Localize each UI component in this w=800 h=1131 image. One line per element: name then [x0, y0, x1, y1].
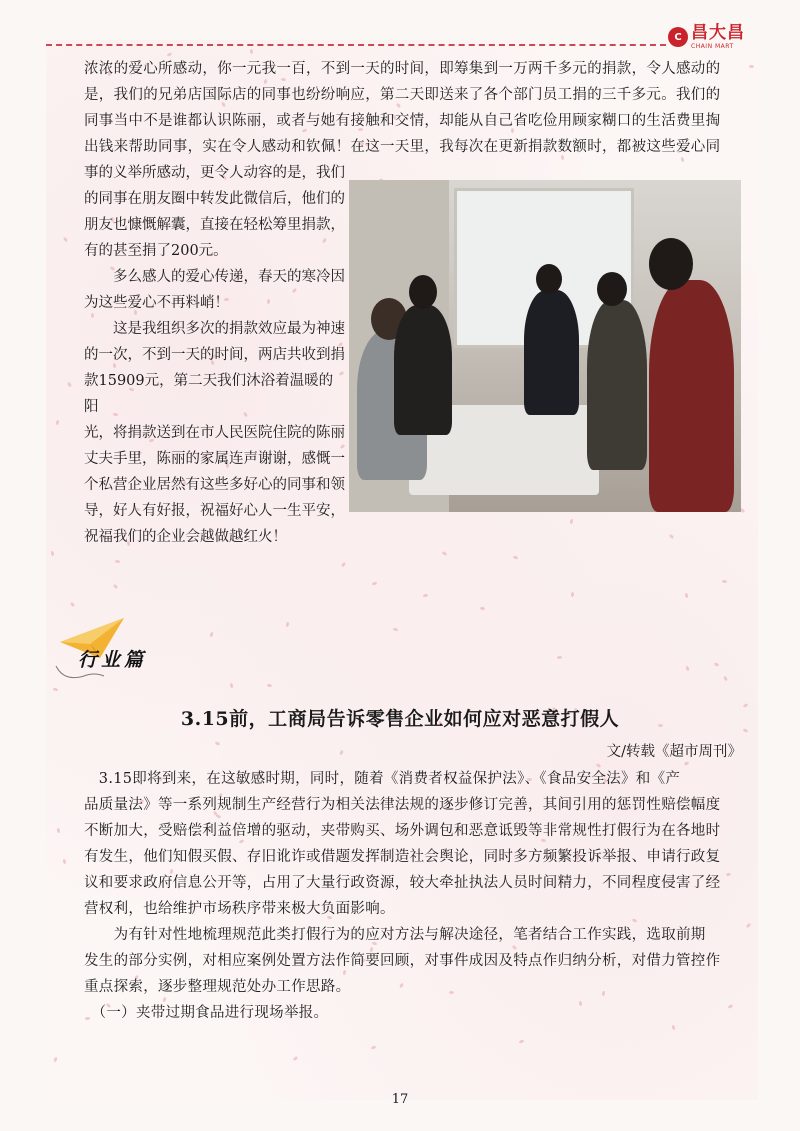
section-label: 行业篇 — [78, 649, 148, 671]
text-line: 浓浓的爱心所感动，你一元我一百，不到一天的时间，即筹集到一万两千多元的捐款，令人感动的 — [84, 61, 721, 77]
photo-visitor — [524, 290, 579, 415]
text-line: 导，好人有好报，祝福好心人一生平安， — [84, 503, 345, 519]
photo-visitor-head — [649, 238, 693, 290]
text-line: 为这些爱心不再料峭！ — [84, 295, 229, 311]
text-line: 是，我们的兄弟店国际店的同事也纷纷响应，第二天即送来了各个部门员工捐的三千多元。我们的 — [84, 87, 721, 103]
article-byline: 文/转载《超市周刊》 — [606, 744, 742, 760]
text-line: 出钱来帮助同事，实在令人感动和钦佩！在这一天里，我每次在更新捐款数额时，都被这些爱心同 — [84, 139, 721, 155]
text-line: 光，将捐款送到在市人民医院住院的陈丽 — [84, 425, 345, 441]
logo-mark-icon: C — [668, 27, 688, 47]
text-line: 多么感人的爱心传递，春天的寒冷因 — [84, 269, 345, 285]
page-number: 17 — [391, 1092, 409, 1107]
text-line: 同事当中不是谁都认识陈丽，或者与她有接触和交情，却能从自己省吃俭用顾家糊口的生活费里掏 — [84, 113, 721, 129]
text-line: 这是我组织多次的捐款效应最为神速 — [84, 321, 345, 337]
text-line: 有的甚至捐了200元。 — [84, 243, 228, 259]
article-title: 3.15前，工商局告诉零售企业如何应对恶意打假人 — [180, 708, 620, 730]
hospital-visit-photo — [349, 180, 741, 512]
photo-visitor-head — [536, 264, 562, 294]
text-line: 营权利，也给维护市场秩序带来极大负面影响。 — [84, 901, 395, 917]
brand-name-cn: 昌大昌 — [691, 22, 745, 43]
brand-logo — [668, 20, 756, 54]
decorative-dot — [249, 49, 253, 54]
text-line: 款15909元，第二天我们沐浴着温暖的阳 — [84, 373, 334, 415]
photo-visitor — [587, 300, 647, 470]
decorative-dot — [57, 828, 61, 833]
text-line: 的一次，不到一天的时间，两店共收到捐 — [84, 347, 345, 363]
text-line: 发生的部分实例，对相应案例处置方法作简要回顾，对事件成因及特点作归纳分析，对借力管控作 — [84, 953, 721, 969]
text-line: 为有针对性地梳理规范此类打假行为的应对方法与解决途径，笔者结合工作实践，选取前期 — [84, 927, 706, 943]
photo-visitor-head — [597, 272, 627, 306]
text-line: 事的义举所感动，更令人动容的是，我们 — [84, 165, 345, 181]
photo-visitor — [394, 305, 452, 435]
decorative-dot — [749, 64, 754, 67]
text-line: 3.15即将到来，在这敏感时期，同时，随着《消费者权益保护法》、《食品安全法》和《产 — [84, 771, 681, 787]
text-line: 议和要求政府信息公开等，占用了大量行政资源，较大牵扯执法人员时间精力，不同程度侵害了经 — [84, 875, 721, 891]
text-line: 朋友也慷慨解囊，直接在轻松筹里捐款， — [84, 217, 345, 233]
text-line: 丈夫手里，陈丽的家属连声谢谢，感慨一 — [84, 451, 345, 467]
text-line: 不断加大，受赔偿利益倍增的驱动，夹带购买、场外调包和恶意诋毁等非常规性打假行为在各地时 — [84, 823, 721, 839]
text-line: 祝福我们的企业会越做越红火！ — [84, 529, 287, 545]
decorative-dot — [62, 858, 66, 864]
text-line: （一）夹带过期食品进行现场举报。 — [84, 1005, 329, 1021]
photo-visitor — [649, 280, 734, 512]
text-line: 有发生，他们知假买假、存旧讹诈或借题发挥制造社会舆论，同时多方频繁投诉举报、申请行政复 — [84, 849, 721, 865]
brand-name-en: CHAIN MART — [691, 42, 734, 50]
text-line: 个私营企业居然有这些多好心的同事和领 — [84, 477, 345, 493]
decorative-dot — [480, 606, 485, 610]
photo-visitor-head — [409, 275, 437, 309]
text-line: 重点探索，逐步整理规范处办工作思路。 — [84, 979, 351, 995]
header-dashed-rule — [46, 44, 666, 46]
text-line: 品质量法》等一系列规制生产经营行为相关法律法规的逐步修订完善，其间引用的惩罚性赔偿幅度 — [84, 797, 721, 813]
side-column-text — [84, 160, 346, 550]
top-paragraph — [84, 56, 744, 160]
text-line: 的同事在朋友圈中转发此微信后，他们的 — [84, 191, 345, 207]
article-body — [84, 766, 744, 1026]
decorative-dot — [721, 580, 726, 584]
decorative-dot — [115, 559, 120, 562]
